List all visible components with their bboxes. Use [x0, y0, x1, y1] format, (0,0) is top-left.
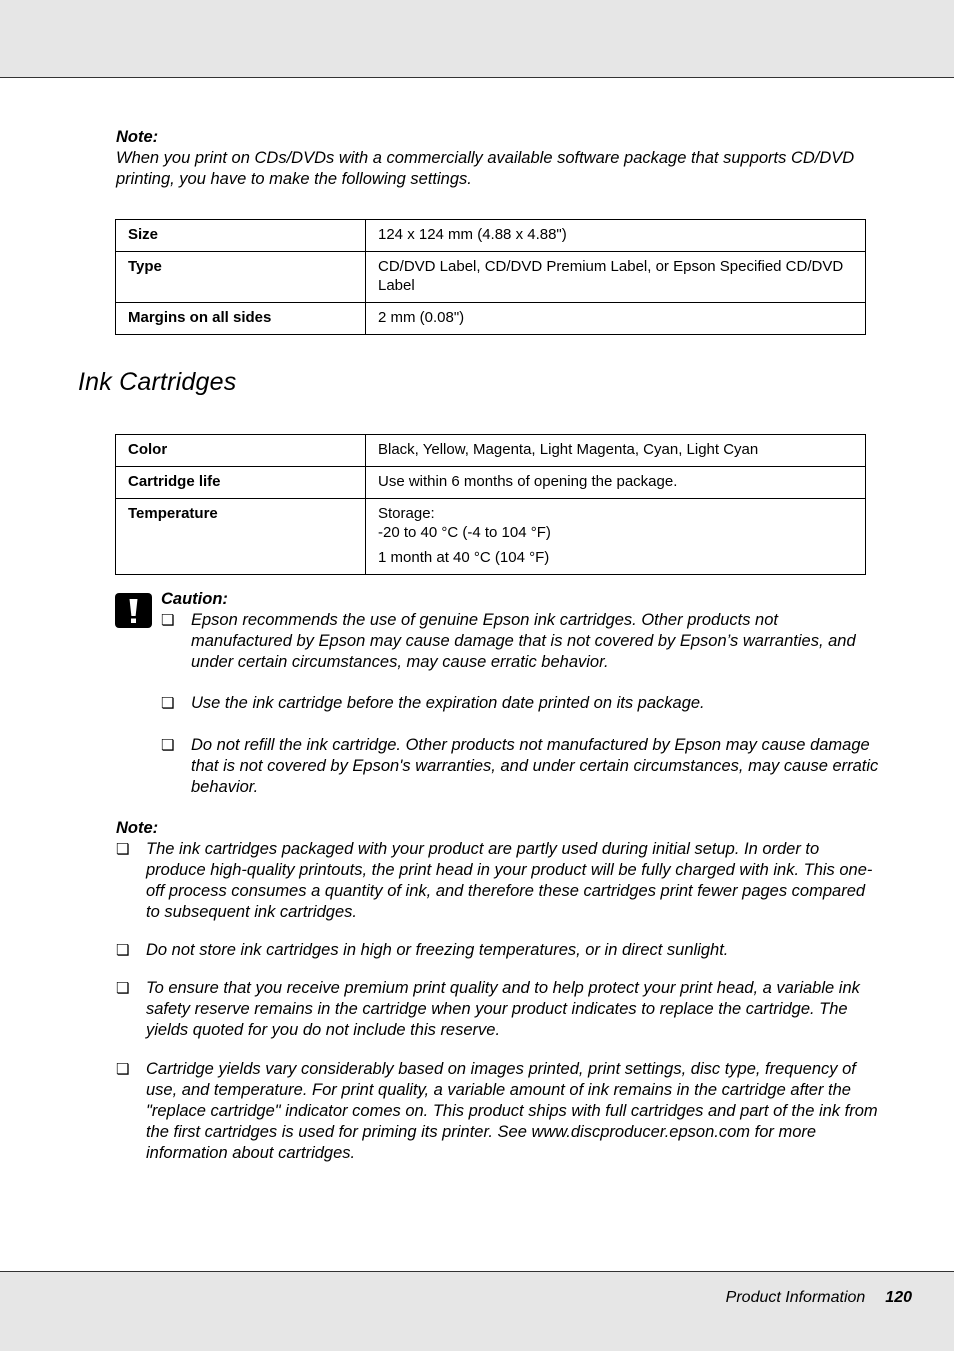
caution-icon: [115, 593, 152, 628]
note-cartridges: [116, 818, 878, 1164]
page-footer: [726, 1289, 912, 1307]
checkbox-bullet-icon: ❏: [161, 612, 175, 629]
row-label: Cartridge life: [116, 467, 366, 499]
table-row: [116, 303, 866, 335]
table-row: [116, 220, 866, 252]
checkbox-bullet-icon: ❏: [116, 1061, 130, 1078]
note-list: [116, 839, 878, 1164]
value-line: Storage:: [378, 505, 435, 522]
section-heading: Ink Cartridges: [78, 368, 237, 396]
page-number: 120: [885, 1289, 912, 1306]
value-line: 2 mm (0.08"): [378, 309, 465, 326]
caution-title: Caution:: [161, 590, 228, 608]
row-label: Temperature: [116, 499, 366, 575]
item-text: Cartridge yields vary considerably based on images printed, print settings, disc type, frequency of use, and temperature. For print quality, a variable amount of ink remains in the cartridge after the "replace cartridge" indicator comes on. This product ships with full cartridges and part of the ink from the first cartridges is used for priming its printer. See www.discproducer.epson.com for more information about cartridges.: [146, 1060, 878, 1162]
table-row: [116, 435, 866, 467]
row-value: [366, 252, 866, 303]
value-line: -20 to 40 °C (-4 to 104 °F): [378, 524, 551, 541]
checkbox-bullet-icon: ❏: [116, 841, 130, 858]
item-text: To ensure that you receive premium print quality and to help protect your print head, a variable ink safety reserve remains in the cartridge when your product indicates to replace the cartridge. The yields quoted for you do not include this reserve.: [146, 979, 860, 1039]
list-item: [161, 610, 881, 673]
list-item: [116, 839, 878, 923]
table-row: [116, 499, 866, 575]
list-item: [161, 735, 881, 798]
value-line: Use within 6 months of opening the package.: [378, 473, 678, 490]
item-text: The ink cartridges packaged with your product are partly used during initial setup. In order to produce high-quality printouts, the print head in your product will be fully charged with ink. This one-off process consumes a quantity of ink, and therefore these cartridges print fewer pages compared to subsequent ink cartridges.: [146, 840, 873, 921]
row-value: [366, 220, 866, 252]
footer-band: [0, 1271, 954, 1351]
item-text: Do not refill the ink cartridge. Other products not manufactured by Epson may cause damage that is not covered by Epson's warranties, and under certain circumstances, may cause erratic behavior.: [191, 736, 879, 796]
item-text: Use the ink cartridge before the expiration date printed on its package.: [191, 694, 705, 712]
row-value: [366, 435, 866, 467]
checkbox-bullet-icon: ❏: [161, 737, 175, 754]
caution-block: [161, 589, 881, 798]
row-label: Type: [116, 252, 366, 303]
note-settings: [116, 127, 876, 190]
row-label: Size: [116, 220, 366, 252]
value-line: Black, Yellow, Magenta, Light Magenta, Cyan, Light Cyan: [378, 441, 759, 458]
item-text: Epson recommends the use of genuine Epson ink cartridges. Other products not manufactured by Epson may cause damage that is not covered by Epson’s warranties, and under certain circumstances, may cause erratic behavior.: [191, 611, 856, 671]
header-band: [0, 0, 954, 78]
checkbox-bullet-icon: ❏: [116, 980, 130, 997]
checkbox-bullet-icon: ❏: [116, 942, 130, 959]
note-text: When you print on CDs/DVDs with a commercially available software package that supports CD/DVD printing, you have to make the following settings.: [116, 149, 855, 188]
value-line: CD/DVD Label, CD/DVD Premium Label, or Epson Specified CD/DVD Label: [378, 258, 844, 294]
caution-list: [161, 610, 881, 798]
value-line: 124 x 124 mm (4.88 x 4.88"): [378, 226, 567, 243]
list-item: [161, 693, 881, 714]
row-value: [366, 303, 866, 335]
list-item: [116, 978, 878, 1041]
note-title: Note:: [116, 819, 159, 837]
cd-dvd-settings-table: [115, 219, 866, 335]
footer-section-title: Product Information: [725, 1289, 866, 1306]
ink-cartridge-table: [115, 434, 866, 575]
note-title: Note:: [116, 128, 159, 146]
row-value: [366, 499, 866, 575]
list-item: [116, 940, 878, 961]
value-line: 1 month at 40 °C (104 °F): [378, 549, 550, 566]
checkbox-bullet-icon: ❏: [161, 695, 175, 712]
row-value: [366, 467, 866, 499]
table-row: [116, 467, 866, 499]
row-label: Color: [116, 435, 366, 467]
row-label: Margins on all sides: [116, 303, 366, 335]
table-row: [116, 252, 866, 303]
list-item: [116, 1059, 878, 1164]
item-text: Do not store ink cartridges in high or freezing temperatures, or in direct sunlight.: [146, 941, 729, 959]
